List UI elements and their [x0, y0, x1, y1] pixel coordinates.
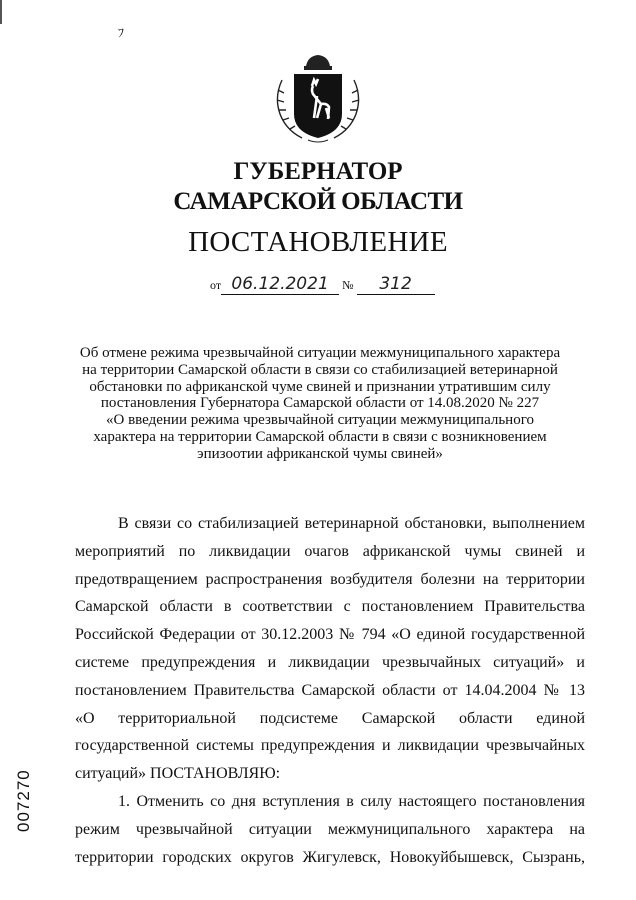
number-prefix: № — [342, 278, 354, 292]
margin-registration-number: 007270 — [14, 769, 33, 832]
body-line: режим чрезвычайной ситуации межмуниципального характера на — [75, 820, 585, 838]
body-line: Российской Федерации от 30.12.2003 № 794 «О единой государственной — [75, 626, 585, 644]
document-date: 06.12.2021 — [221, 274, 339, 295]
body-line: государственной системы предупреждения и ликвидации чрезвычайных — [75, 737, 585, 755]
subject-line: обстановки по африканской чуме свиней и признании утратившим силу — [89, 378, 551, 395]
document-subject — [60, 345, 580, 463]
coat-of-arms-emblem — [268, 52, 368, 144]
issuer-title-line1: ГУБЕРНАТОР — [233, 158, 403, 185]
subject-line: характера на территории Самарской области в связи с возникновением — [93, 428, 547, 445]
subject-line: эпизоотии африканской чумы свиней» — [197, 445, 443, 462]
subject-line: постановления Губернатора Самарской области от 14.08.2020 № 227 — [100, 395, 540, 412]
body-line: предотвращением распространения возбудителя болезни на территории — [75, 570, 585, 588]
scan-mark: ﾌ — [118, 26, 125, 40]
body-line: ситуаций» ПОСТАНОВЛЯЮ: — [75, 765, 281, 783]
body-line: 1. Отменить со дня вступления в силу настоящего постановления — [118, 793, 585, 810]
scan-edge — [0, 0, 2, 24]
date-number-line — [210, 274, 435, 295]
document-type: ПОСТАНОВЛЕНИЕ — [188, 226, 448, 258]
body-line: Самарской области в соответствии с постановлением Правительства — [75, 598, 585, 616]
body-line: мероприятий по ликвидации очагов африканской чумы свиней и — [75, 542, 585, 560]
date-prefix: от — [210, 278, 222, 292]
body-line: «О территориальной подсистеме Самарской области единой — [75, 709, 585, 727]
subject-line: на территории Самарской области в связи со стабилизацией ветеринарной — [82, 361, 558, 378]
issuer-title-line2: САМАРСКОЙ ОБЛАСТИ — [173, 188, 463, 215]
body-line: В связи со стабилизацией ветеринарной обстановки, выполнением — [118, 515, 585, 532]
body-line: постановлением Правительства Самарской области от 14.04.2004 № 13 — [75, 681, 585, 699]
document-number: 312 — [357, 274, 435, 295]
subject-line: «О введении режима чрезвычайной ситуации межмуниципального — [106, 412, 534, 429]
body-line: системе предупреждения и ликвидации чрезвычайных ситуаций» и — [75, 654, 585, 671]
subject-line: Об отмене режима чрезвычайной ситуации межмуниципального характера — [79, 345, 561, 361]
body-line: территории городских округов Жигулевск, Новокуйбышевск, Сызрань, — [75, 848, 585, 866]
